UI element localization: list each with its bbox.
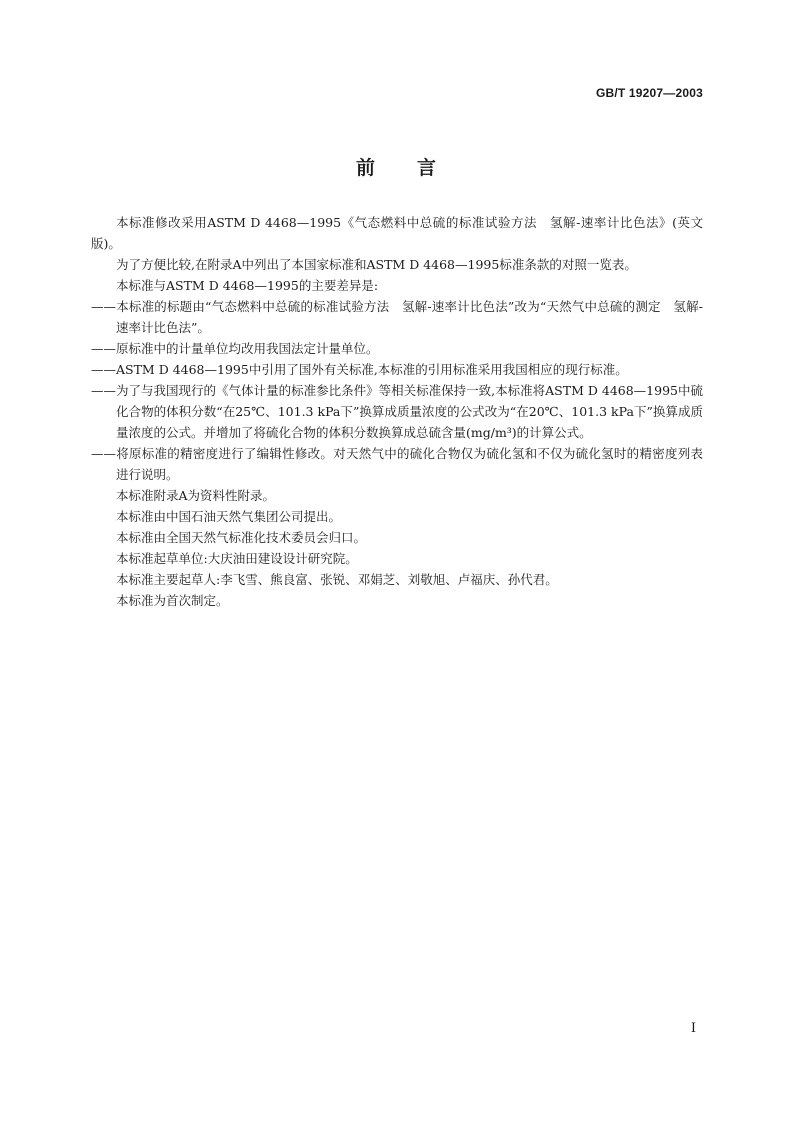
difference-item: ——将原标准的精密度进行了编辑性修改。对天然气中的硫化合物仅为硫化氢和不仅为硫化氢时的精密度列表进行说明。 — [91, 446, 703, 482]
paragraph-differences-intro: 本标准与ASTM D 4468—1995的主要差异是: — [116, 278, 379, 293]
paragraph-drafting-unit: 本标准起草单位:大庆油田建设设计研究院。 — [116, 551, 358, 566]
title-char-2: 言 — [417, 157, 439, 179]
title-char-1: 前 — [355, 157, 377, 179]
paragraph-annex: 本标准附录A为资料性附录。 — [116, 488, 276, 503]
paragraph-proposer: 本标准由中国石油天然气集团公司提出。 — [116, 509, 342, 524]
paragraph-drafters: 本标准主要起草人:李飞雪、熊良富、张锐、邓娟芝、刘敬旭、卢福庆、孙代君。 — [116, 572, 558, 587]
paragraph-adoption: 本标准修改采用ASTM D 4468—1995《气态燃料中总硫的标准试验方法 氢解-速率计比色法》(英文版)。 — [91, 215, 703, 251]
difference-item: ——ASTM D 4468—1995中引用了国外有关标准,本标准的引用标准采用我国相应的现行标准。 — [91, 362, 628, 377]
paragraph-committee: 本标准由全国天然气标准化技术委员会归口。 — [116, 530, 367, 545]
paragraph-comparison: 为了方便比较,在附录A中列出了本国家标准和ASTM D 4468—1995标准条款的对照一览表。 — [116, 257, 637, 272]
difference-item: ——为了与我国现行的《气体计量的标准参比条件》等相关标准保持一致,本标准将ASTM D 4468—1995中硫化合物的体积分数“在25℃、101.3 kPa下”换算成质量浓度的公式改为“在20℃、101.3 kPa下”换算成质量浓度的公式。并增加了将硫化合物的体积分数换算成总硫含量(mg/m³)的计算公式。 — [91, 383, 703, 440]
standard-number: GB/T 19207—2003 — [595, 86, 703, 100]
page-title — [0, 153, 794, 180]
foreword-body — [91, 212, 703, 611]
difference-item: ——本标准的标题由“气态燃料中总硫的标准试验方法 氢解-速率计比色法”改为“天然气中总硫的测定 氢解-速率计比色法”。 — [91, 299, 703, 335]
page-number: I — [690, 1021, 696, 1036]
paragraph-first-edition: 本标准为首次制定。 — [116, 593, 229, 608]
difference-item: ——原标准中的计量单位均改用我国法定计量单位。 — [91, 341, 379, 356]
